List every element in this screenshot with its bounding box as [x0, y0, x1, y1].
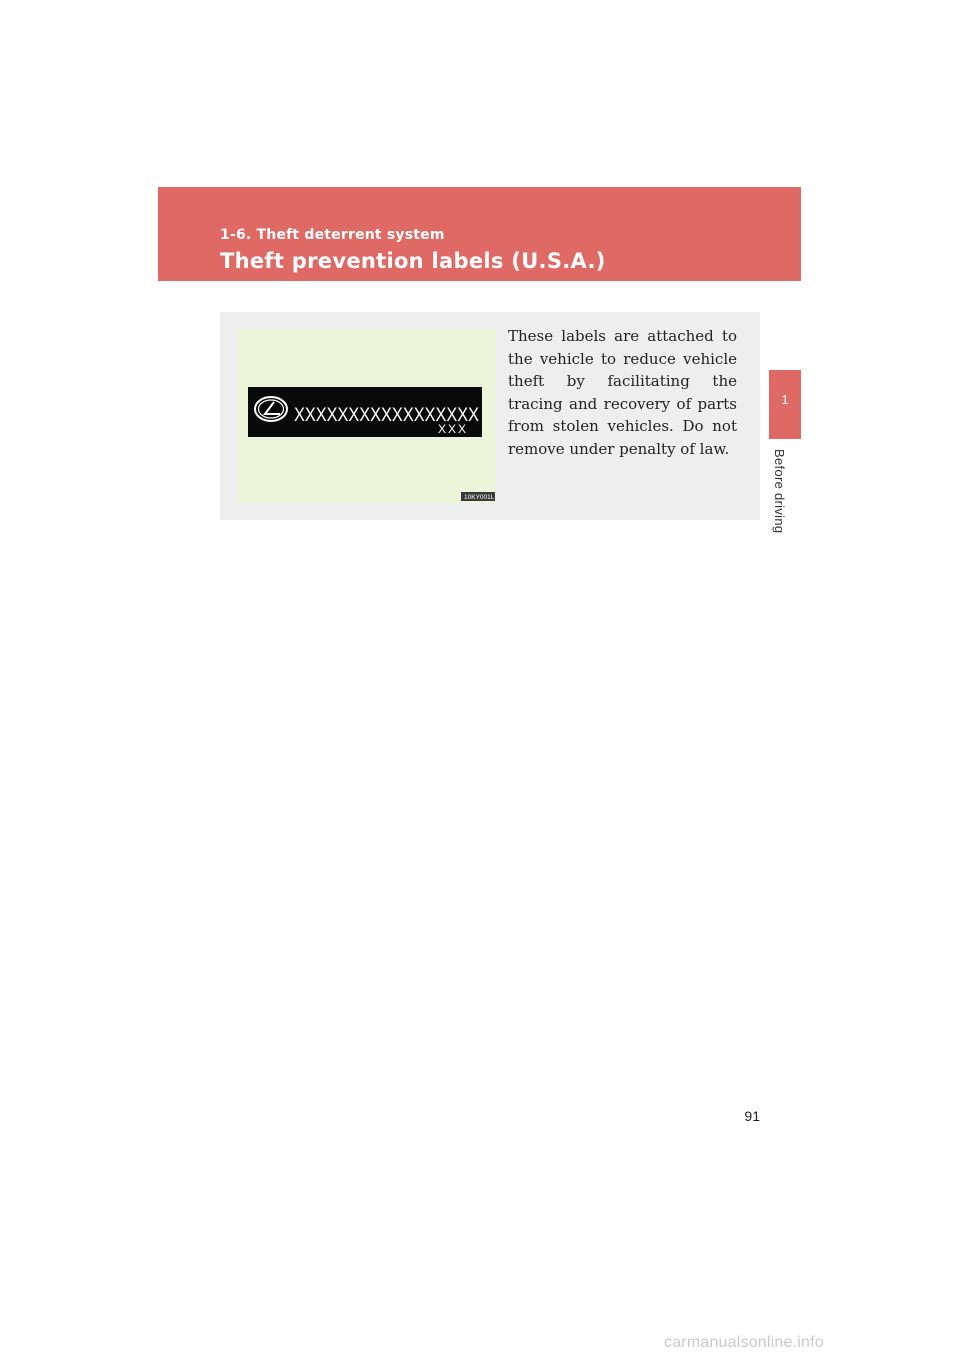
content-box [220, 312, 760, 520]
theft-label-illustration [238, 329, 496, 503]
chapter-number: 1 [781, 392, 789, 407]
page-number: 91 [744, 1108, 760, 1124]
description-text: These labels are attached to the vehicle to reduce vehicle theft by facilitating the tracing and recovery of parts from stolen vehicles. Do not remove under penalty of law. [508, 327, 737, 458]
label-code: XXXXXXXXXXXXXXXXX [294, 405, 480, 426]
page-title: Theft prevention labels (U.S.A.) [220, 249, 606, 273]
chapter-name: Before driving [772, 449, 787, 534]
chapter-tab[interactable] [769, 370, 801, 439]
watermark[interactable]: carmanualsonline.info [664, 1334, 824, 1351]
header-band [158, 187, 801, 281]
figure-id: 10KY001L [464, 494, 495, 501]
label-suffix: XXX [438, 422, 469, 436]
section-label: 1-6. Theft deterrent system [220, 227, 445, 243]
